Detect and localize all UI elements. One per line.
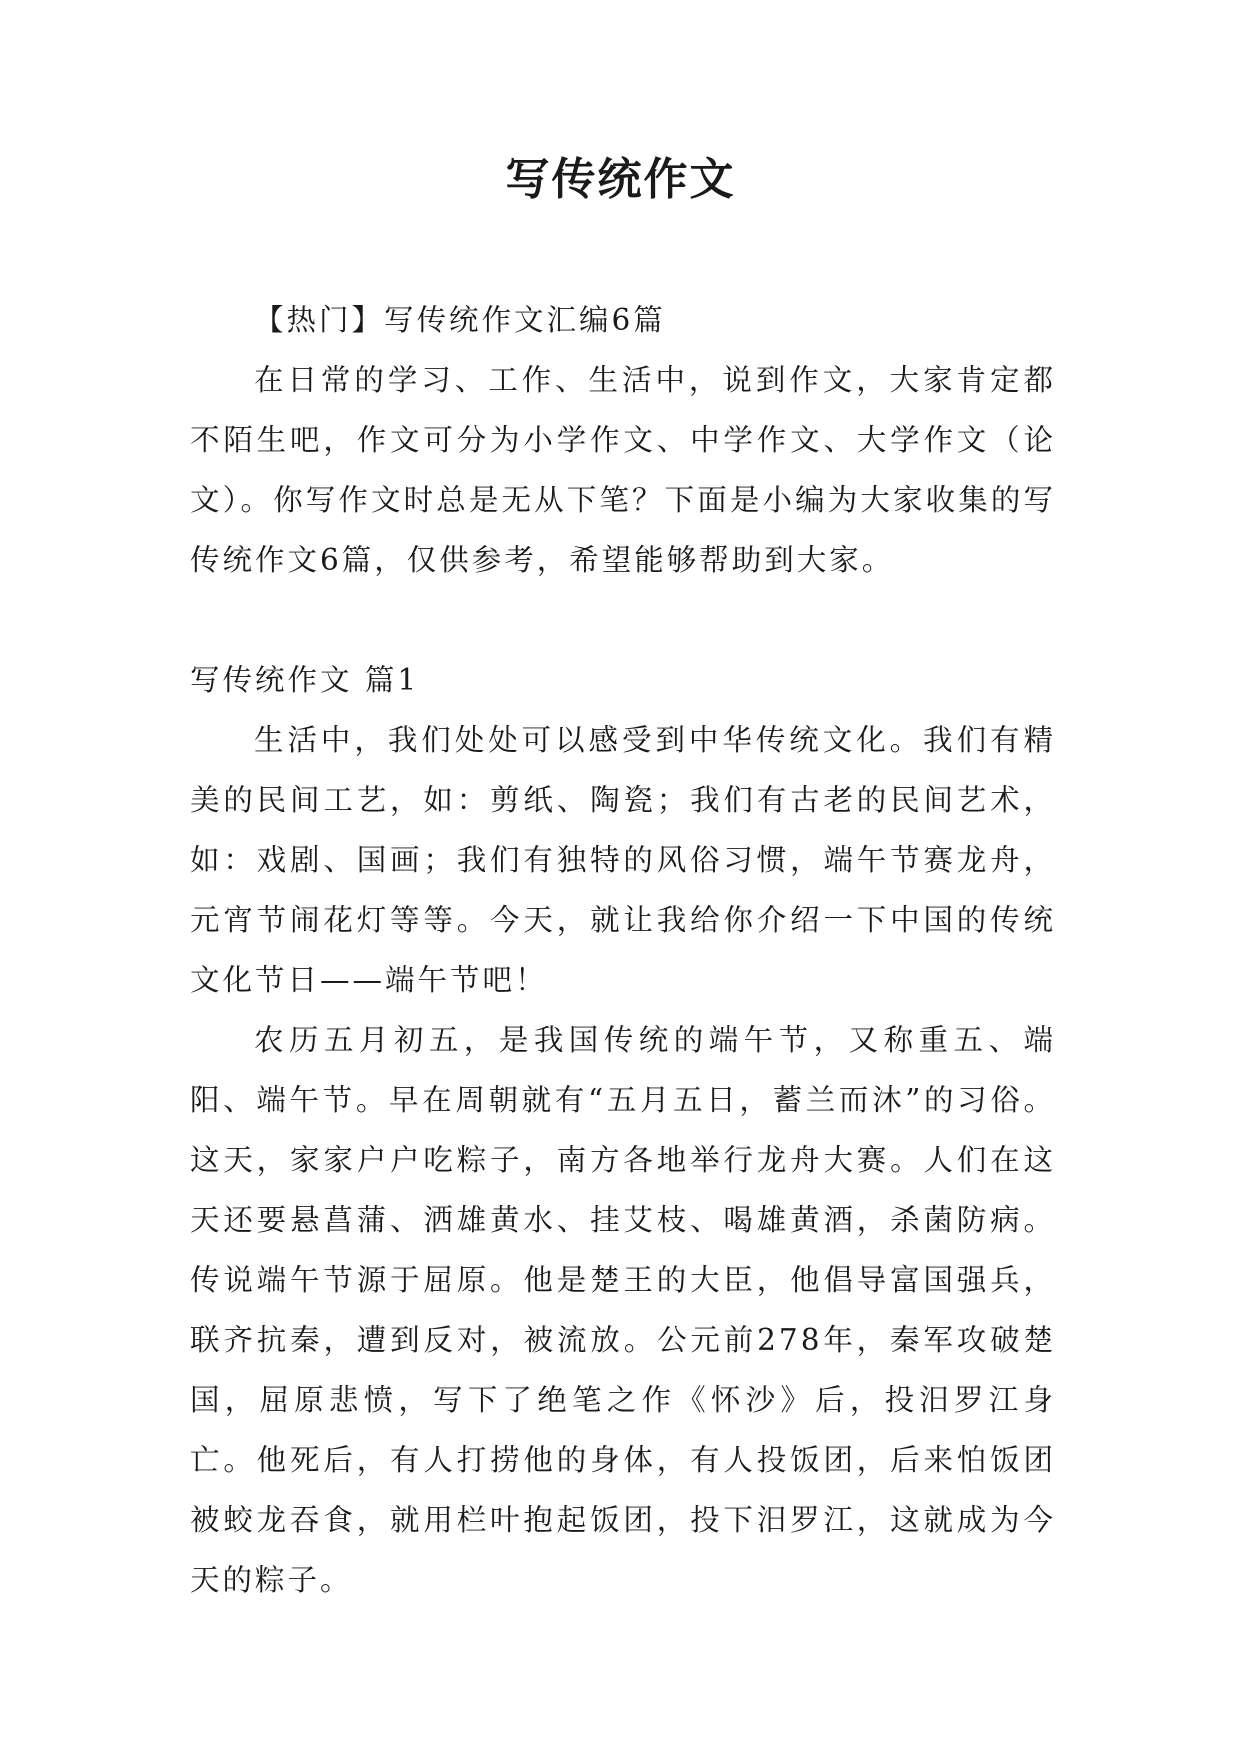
section-spacer <box>190 590 1056 650</box>
body-paragraph: 生活中，我们处处可以感受到中华传统文化。我们有精美的民间工艺，如：剪纸、陶瓷；我们有古老的民间艺术，如：戏剧、国画；我们有独特的风俗习惯，端午节赛龙舟，元宵节闹花灯等等。今天，就让我给你介绍一下中国的传统文化节日——端午节吧！ <box>190 723 1056 997</box>
section-heading: 写传统作文 篇1 <box>190 663 420 697</box>
document-title: 写传统作文 <box>505 154 736 205</box>
document-body <box>190 290 1056 1610</box>
document-subtitle: 【热门】写传统作文汇编6篇 <box>254 303 666 337</box>
body-paragraph: 农历五月初五，是我国传统的端午节，又称重五、端阳、端午节。早在周朝就有“五月五日，蓄兰而沐”的习俗。这天，家家户户吃粽子，南方各地举行龙舟大赛。人们在这天还要悬菖蒲、洒雄黄水、挂艾枝、喝雄黄酒，杀菌防病。传说端午节源于屈原。他是楚王的大臣，他倡导富国强兵，联齐抗秦，遭到反对，被流放。公元前278年，秦军攻破楚国，屈原悲愤，写下了绝笔之作《怀沙》后，投汨罗江身亡。他死后，有人打捞他的身体，有人投饭团，后来怕饭团被蛟龙吞食，就用栏叶抱起饭团，投下汨罗江，这就成为今天的粽子。 <box>190 1023 1056 1597</box>
intro-paragraph: 在日常的学习、工作、生活中，说到作文，大家肯定都不陌生吧，作文可分为小学作文、中学作文、大学作文（论文）。你写作文时总是无从下笔？下面是小编为大家收集的写传统作文6篇，仅供参考，希望能够帮助到大家。 <box>190 363 1056 577</box>
